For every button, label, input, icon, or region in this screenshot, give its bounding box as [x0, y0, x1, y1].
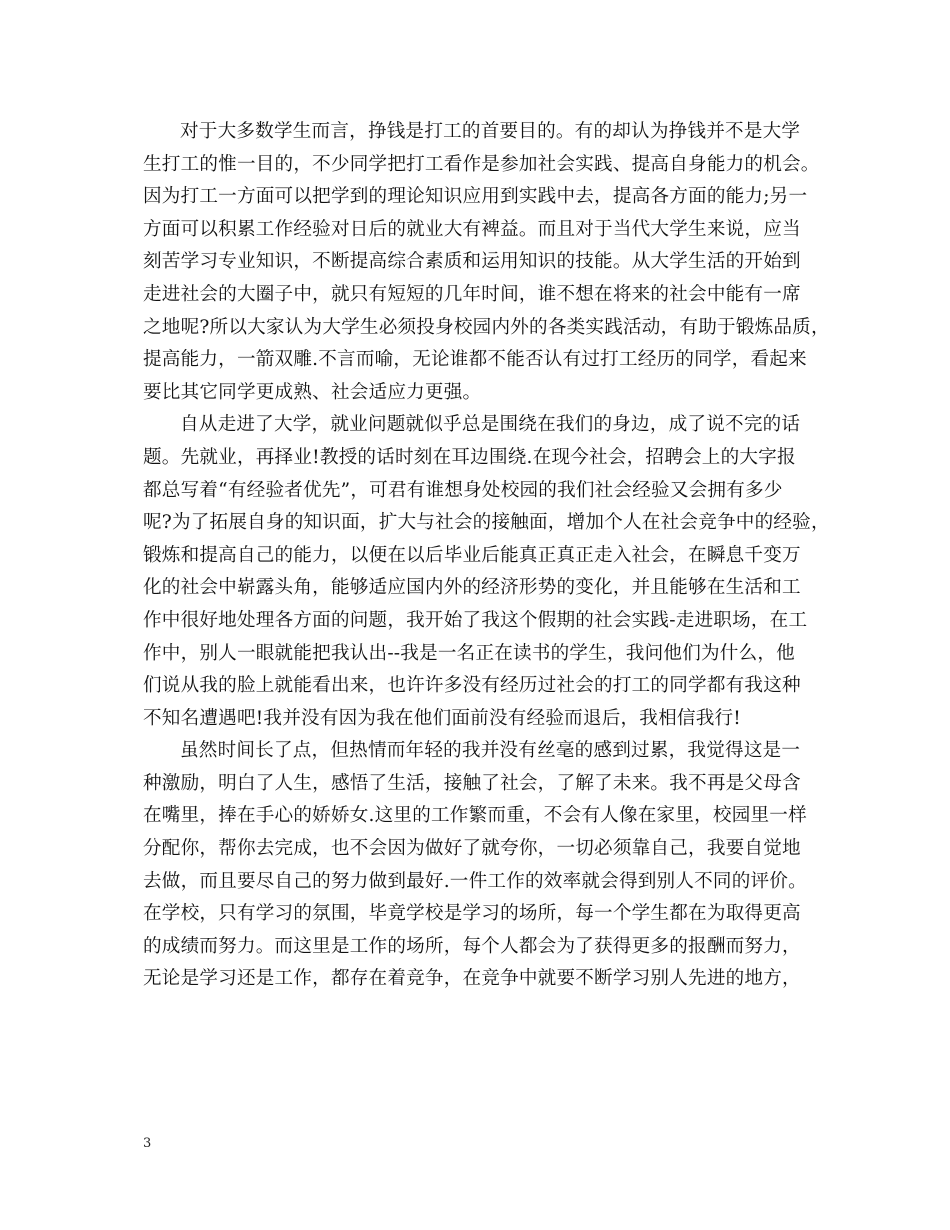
paragraph-1-line-4: 方面可以积累工作经验对日后的就业大有裨益。而且对于当代大学生来说，应当 — [143, 218, 801, 240]
paragraph-3-line-6: 在学校，只有学习的氛围，毕竟学校是学习的场所，每一个学生都在为取得更高 — [143, 903, 801, 925]
paragraph-3-line-2: 种激励，明白了人生，感悟了生活，接触了社会，了解了未来。我不再是父母含 — [143, 772, 801, 794]
paragraph-2-line-3: 都总写着“有经验者优先”，可君有谁想身处校园的我们社会经验又会拥有多少 — [143, 479, 783, 501]
paragraph-1-line-7: 之地呢?所以大家认为大学生必须投身校园内外的各类实践活动，有助于锻炼品质， — [143, 316, 830, 338]
paragraph-2-line-5: 锻炼和提高自己的能力，以便在以后毕业后能真正真正走入社会，在瞬息千变万 — [143, 544, 801, 566]
paragraph-2-line-8: 作中，别人一眼就能把我认出--我是一名正在读书的学生，我问他们为什么，他 — [143, 642, 795, 664]
paragraph-3-line-7: 的成绩而努力。而这里是工作的场所，每个人都会为了获得更多的报酬而努力， — [143, 935, 801, 957]
paragraph-1-line-3: 因为打工一方面可以把学到的理论知识应用到实践中去，提高各方面的能力;另一 — [143, 186, 808, 208]
paragraph-1-line-5: 刻苦学习专业知识，不断提高综合素质和运用知识的技能。从大学生活的开始到 — [143, 251, 801, 273]
page-number: 3 — [143, 1136, 152, 1151]
paragraph-3-line-5: 去做，而且要尽自己的努力做到最好.一件工作的效率就会得到别人不同的评价。 — [143, 870, 807, 892]
paragraph-3-line-1: 虽然时间长了点，但热情而年轻的我并没有丝毫的感到过累，我觉得这是一 — [180, 740, 801, 762]
body-text — [143, 116, 830, 996]
paragraph-2-line-4: 呢?为了拓展自身的知识面，扩大与社会的接触面，增加个人在社会竞争中的经验， — [143, 512, 830, 534]
paragraph-3-line-4: 分配你，帮你去完成，也不会因为做好了就夸你，一切必须靠自己，我要自觉地 — [143, 838, 801, 860]
paragraph-1-line-2: 生打工的惟一目的，不少同学把打工看作是参加社会实践、提高自身能力的机会。 — [143, 153, 820, 175]
paragraph-2-line-9: 们说从我的脸上就能看出来，也许许多没有经历过社会的打工的同学都有我这种 — [143, 675, 801, 697]
paragraph-2-line-6: 化的社会中崭露头角，能够适应国内外的经济形势的变化，并且能够在生活和工 — [143, 577, 801, 599]
paragraph-1-line-9: 要比其它同学更成熟、社会适应力更强。 — [143, 381, 482, 403]
paragraph-2-line-10: 不知名遭遇吧!我并没有因为我在他们面前没有经验而退后，我相信我行! — [143, 707, 741, 729]
paragraph-1-line-1: 对于大多数学生而言，挣钱是打工的首要目的。有的却认为挣钱并不是大学 — [180, 121, 801, 142]
paragraph-2-line-1: 自从走进了大学，就业问题就似乎总是围绕在我们的身边，成了说不完的话 — [180, 414, 801, 436]
paragraph-3-line-8: 无论是学习还是工作，都存在着竞争，在竞争中就要不断学习别人先进的地方， — [143, 968, 801, 990]
paragraph-1-line-6: 走进社会的大圈子中，就只有短短的几年时间，谁不想在将来的社会中能有一席 — [143, 283, 801, 305]
paragraph-2-line-7: 作中很好地处理各方面的问题，我开始了我这个假期的社会实践-走进职场，在工 — [143, 609, 808, 631]
paragraph-1-line-8: 提高能力，一箭双雕.不言而喻，无论谁都不能否认有过打工经历的同学，看起来 — [143, 349, 807, 371]
paragraph-2-line-2: 题。先就业，再择业!教授的话时刻在耳边围绕.在现今社会，招聘会上的大字报 — [143, 446, 796, 468]
paragraph-3-line-3: 在嘴里，捧在手心的娇娇女.这里的工作繁而重，不会有人像在家里，校园里一样 — [143, 805, 807, 827]
